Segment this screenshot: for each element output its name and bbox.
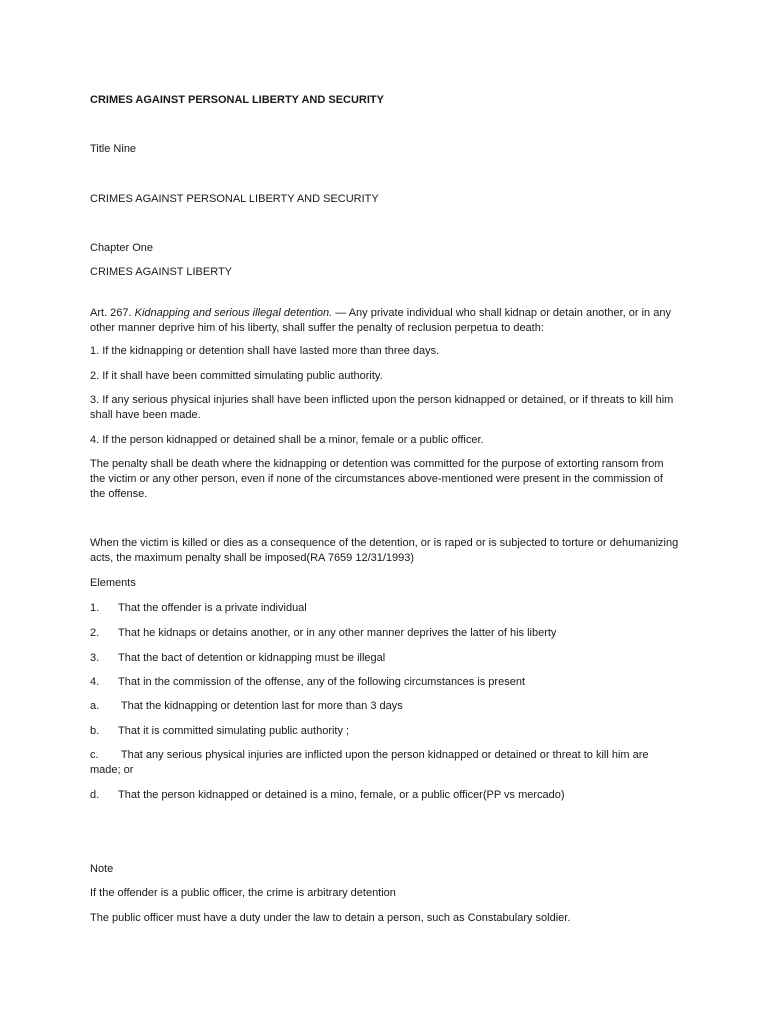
penalty-paragraph: The penalty shall be death where the kidnapping or detention was committed for the purpose of extorting ransom from the victim or any other person, even if none of the circumstances above-mentioned were present in the commission of the offense. (90, 458, 664, 500)
element-text: That any serious physical injuries are inflicted upon the person kidnapped or detained or threat to kill him are made; or (90, 749, 649, 776)
element-text: That the person kidnapped or detained is a mino, female, or a public officer(PP vs mercado) (118, 789, 565, 801)
element-item (90, 788, 680, 803)
element-item (90, 675, 680, 690)
element-text: That it is committed simulating public authority ; (118, 725, 350, 737)
element-text: That the bact of detention or kidnapping must be illegal (118, 652, 386, 664)
element-marker: b. (90, 725, 100, 737)
elements-label: Elements (90, 577, 136, 589)
circumstance-item: 1. If the kidnapping or detention shall have lasted more than three days. (90, 345, 440, 357)
element-item (90, 748, 680, 778)
title-label: Title Nine (90, 143, 137, 155)
article-body: — Any private individual who shall kidnap or detain another, or in any other manner deprive him of his liberty, shall suffer the penalty of reclusion perpetua to death: (90, 307, 671, 334)
element-text: That the offender is a private individual (118, 602, 307, 614)
element-marker: d. (90, 789, 100, 801)
element-text: That in the commission of the offense, any of the following circumstances is present (118, 676, 525, 688)
element-marker: c. (90, 749, 99, 761)
element-item (90, 699, 680, 714)
element-item (90, 724, 680, 739)
circumstance-item: 2. If it shall have been committed simulating public authority. (90, 370, 383, 382)
element-marker: 1. (90, 602, 100, 614)
element-text: That the kidnapping or detention last for more than 3 days (118, 700, 403, 712)
note-item: If the offender is a public officer, the crime is arbitrary detention (90, 887, 396, 899)
note-item: The public officer must have a duty under the law to detain a person, such as Constabulary soldier. (90, 912, 571, 924)
element-item (90, 626, 680, 641)
element-marker: 2. (90, 627, 100, 639)
element-item (90, 601, 680, 616)
victim-paragraph: When the victim is killed or dies as a consequence of the detention, or is raped or is subjected to torture or dehumanizing acts, the maximum penalty shall be imposed(RA 7659 12/31/1993) (90, 537, 679, 564)
title-heading: CRIMES AGAINST PERSONAL LIBERTY AND SECURITY (90, 193, 379, 205)
circumstance-item: 4. If the person kidnapped or detained shall be a minor, female or a public officer. (90, 434, 484, 446)
article-number: Art. 267. (90, 307, 132, 319)
note-label: Note (90, 863, 114, 875)
article-title: Kidnapping and serious illegal detention. (134, 307, 333, 319)
element-marker: 4. (90, 676, 100, 688)
article-paragraph (90, 306, 680, 336)
element-item (90, 651, 680, 666)
element-marker: a. (90, 700, 100, 712)
chapter-heading: CRIMES AGAINST LIBERTY (90, 266, 233, 278)
chapter-label: Chapter One (90, 242, 153, 254)
document-heading: CRIMES AGAINST PERSONAL LIBERTY AND SECURITY (90, 94, 384, 106)
circumstance-item: 3. If any serious physical injuries shall have been inflicted upon the person kidnapped or detained, or if threats to kill him shall have been made. (90, 394, 674, 421)
element-text: That he kidnaps or detains another, or in any other manner deprives the latter of his liberty (118, 627, 557, 639)
element-marker: 3. (90, 652, 100, 664)
